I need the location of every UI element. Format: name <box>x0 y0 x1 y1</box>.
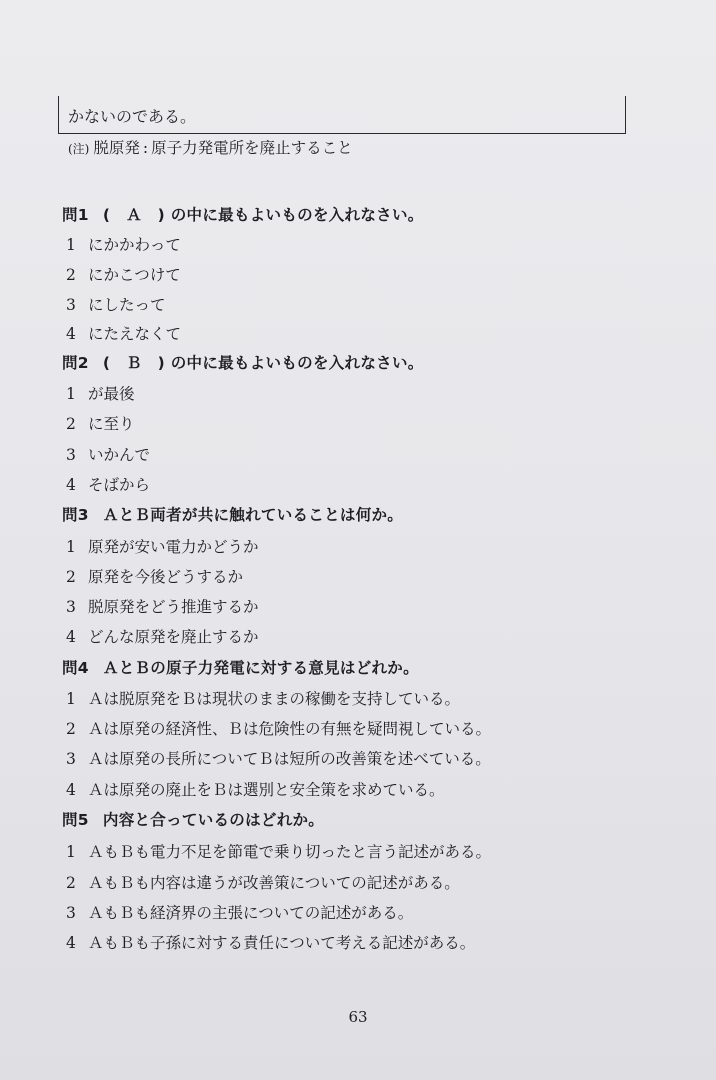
question-prompt: 内容と合っているのはどれか。 <box>102 811 325 829</box>
question-5-option-1 <box>66 840 491 862</box>
footnote <box>68 136 353 158</box>
option-number: 3 <box>66 296 76 314</box>
option-number: 3 <box>66 904 76 922</box>
question-number: 問4 <box>62 659 89 677</box>
question-4-option-1 <box>66 687 460 709</box>
option-number: 4 <box>66 476 76 494</box>
question-prompt: ＡとＢの原子力発電に対する意見はどれか。 <box>102 659 419 677</box>
option-text: にかかわって <box>88 236 181 254</box>
option-text: Ａは原発の経済性、Ｂは危険性の有無を疑問視している。 <box>88 720 492 738</box>
question-number: 問1 <box>62 206 89 224</box>
question-1-option-2 <box>66 263 181 285</box>
question-3-option-3 <box>66 595 259 617</box>
question-1-option-1 <box>66 233 181 255</box>
option-number: 4 <box>66 628 76 646</box>
question-5-option-3 <box>66 901 413 923</box>
option-text: Ａは原発の廃止をＢは選別と安全策を求めている。 <box>88 781 445 799</box>
option-number: 2 <box>66 568 76 586</box>
option-text: ＡもＢも子孫に対する責任について考える記述がある。 <box>88 934 476 952</box>
option-text: ＡもＢも経済界の主張についての記述がある。 <box>88 904 414 922</box>
option-number: 1 <box>66 538 76 556</box>
footnote-mark: (注) <box>68 142 90 156</box>
question-5-option-2 <box>66 871 460 893</box>
option-number: 3 <box>66 598 76 616</box>
option-text: に至り <box>88 415 135 433</box>
option-text: 脱原発をどう推進するか <box>88 598 259 616</box>
option-text: いかんで <box>88 446 151 464</box>
question-2-option-4 <box>66 473 150 495</box>
question-prompt: ( Ｂ ) の中に最もよいものを入れなさい。 <box>102 354 424 372</box>
question-1-option-3 <box>66 293 166 315</box>
question-2-option-2 <box>66 412 135 434</box>
passage-tail-text: かないのである。 <box>68 107 197 126</box>
option-number: 4 <box>66 781 76 799</box>
option-text: ＡもＢも電力不足を節電で乗り切ったと言う記述がある。 <box>88 843 492 861</box>
option-number: 2 <box>66 415 76 433</box>
footnote-term: 脱原発 <box>93 139 140 157</box>
question-1-option-4 <box>66 322 181 344</box>
question-number: 問3 <box>62 506 89 524</box>
question-3-option-4 <box>66 625 259 647</box>
question-4-title <box>62 656 419 678</box>
option-number: 2 <box>66 720 76 738</box>
question-4-option-3 <box>66 747 491 769</box>
question-2-option-3 <box>66 443 150 465</box>
question-number: 問2 <box>62 354 89 372</box>
question-2-option-1 <box>66 382 135 404</box>
option-text: Ａは原発の長所についてＢは短所の改善策を述べている。 <box>88 750 491 768</box>
option-text: Ａは脱原発をＢは現状のままの稼働を支持している。 <box>88 690 461 708</box>
option-text: そばから <box>88 476 151 494</box>
page-number: 63 <box>348 1008 368 1026</box>
option-text: にたえなくて <box>88 325 182 343</box>
question-3-option-1 <box>66 535 259 557</box>
question-prompt: ＡとＢ両者が共に触れていることは何か。 <box>102 506 404 524</box>
option-text: にかこつけて <box>88 266 181 284</box>
question-4-option-4 <box>66 778 445 800</box>
option-text: が最後 <box>88 385 135 403</box>
question-2-title <box>62 351 424 373</box>
option-number: 4 <box>66 325 76 343</box>
option-number: 2 <box>66 874 76 892</box>
option-text: 原発を今後どうするか <box>88 568 244 586</box>
footnote-definition: 原子力発電所を廃止すること <box>151 139 353 157</box>
option-number: 3 <box>66 750 76 768</box>
option-text: どんな原発を廃止するか <box>88 628 259 646</box>
option-text: 原発が安い電力かどうか <box>88 538 259 556</box>
option-number: 2 <box>66 266 76 284</box>
question-1-title <box>62 203 424 225</box>
option-number: 1 <box>66 385 76 403</box>
option-number: 4 <box>66 934 76 952</box>
option-number: 3 <box>66 446 76 464</box>
question-prompt: ( Ａ ) の中に最もよいものを入れなさい。 <box>102 206 424 224</box>
option-text: ＡもＢも内容は違うが改善策についての記述がある。 <box>88 874 460 892</box>
option-text: にしたって <box>88 296 166 314</box>
question-3-title <box>62 503 403 525</box>
question-3-option-2 <box>66 565 243 587</box>
question-4-option-2 <box>66 717 491 739</box>
question-number: 問5 <box>62 811 89 829</box>
option-number: 1 <box>66 236 76 254</box>
option-number: 1 <box>66 690 76 708</box>
question-5-option-4 <box>66 931 475 953</box>
question-5-title <box>62 808 324 830</box>
footnote-separator: : <box>142 139 149 157</box>
option-number: 1 <box>66 843 76 861</box>
